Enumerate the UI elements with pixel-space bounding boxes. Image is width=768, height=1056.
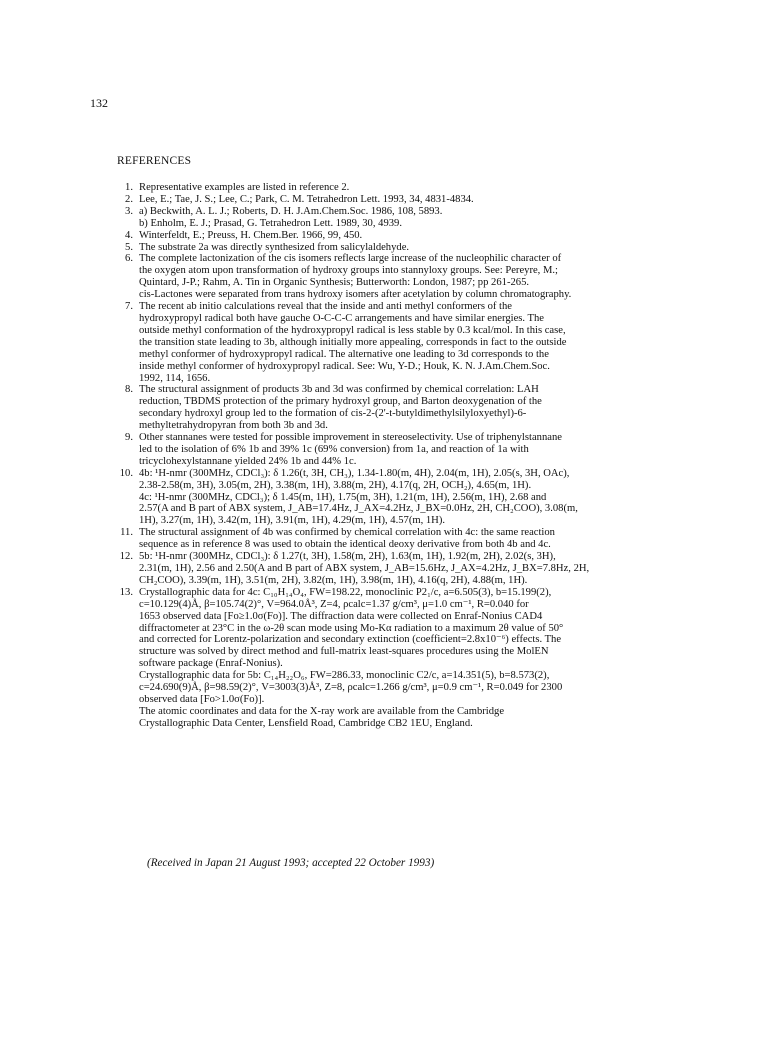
- references-heading: REFERENCES: [117, 155, 192, 167]
- reference-item: [117, 551, 677, 587]
- reference-item: [117, 194, 677, 206]
- reference-text: The complete lactonization of the cis isomers reflects large increase of the nucleophilic character of the oxygen atom upon transformation of hydroxy groups into stannyloxy groups. See: Pereyre, M.; Quintard, J-P.; Rahm, A. Tin in Organic Synthesis; Butterworth: London, 1987; pp 261-265. cis-Lactones were separated from trans hydroxy isomers after acetylation by column chromatography.: [139, 253, 572, 301]
- reference-item: [117, 301, 677, 384]
- reference-text: a) Beckwith, A. L. J.; Roberts, D. H. J.Am.Chem.Soc. 1986, 108, 5893. b) Enholm, E. J.; Prasad, G. Tetrahedron Lett. 1989, 30, 4939.: [139, 205, 443, 229]
- reference-number: 5.: [125, 241, 133, 253]
- reference-text: The structural assignment of products 3b and 3d was confirmed by chemical correlation: LAH reduction, TBDMS protection of the primary hydroxyl group, and Barton deoxygenation of the secondary hydroxyl group led to the formation of cis-2-(2'-t-butyldimethylsilyloxyethyl)-6- methyltetrahydropyran from both 3b and 3d.: [139, 384, 542, 432]
- reference-number: 13.: [119, 586, 133, 598]
- reference-number: 1.: [125, 182, 133, 193]
- reference-number: 3.: [125, 205, 133, 217]
- reference-number: 4.: [125, 229, 133, 241]
- reference-number: 11.: [120, 527, 133, 539]
- reference-number: 6.: [125, 253, 133, 265]
- reference-text: Other stannanes were tested for possible improvement in stereoselectivity. Use of triphenylstannane led to the isolation of 6% 1b and 39% 1c (69% conversion) from 1a, and reaction of 1a with tricyclohexylstannane yielded 24% 1b and 44% 1c.: [139, 432, 562, 467]
- reference-text: The recent ab initio calculations reveal that the inside and anti methyl conformers of the hydroxypropyl radical both have gauche O-C-C-C arrangements and have similar energies. The outside methyl conformation of the hydroxypropyl radical is less stable by 0.3 kcal/mol. In this case, the transition state leading to 3b, although initially more appealing, corresponds in fact to the outside methyl conformer of hydroxypropyl radical. The alternative one leading to 3d corresponds to the inside methyl conformer of hydroxypropyl radical. See: Wu, Y-D.; Houk, K. N. J.Am.Chem.Soc. 1992, 114, 1656.: [139, 301, 567, 384]
- reference-list: [117, 182, 677, 730]
- reference-text: 5b: ¹H-nmr (300MHz, CDCl₃): δ 1.27(t, 3H), 1.58(m, 2H), 1.63(m, 1H), 1.92(m, 2H), 2.02(s, 3H), 2.31(m, 1H), 2.56 and 2.50(A and B part of ABX system, J_AB=15.6Hz, J_AX=4.2Hz, J_BX=7.8Hz, 2H, CH₂COO), 3.39(m, 1H), 3.51(m, 2H), 3.82(m, 1H), 3.98(m, 1H), 4.16(q, 2H), 4.88(m, 1H).: [139, 551, 590, 586]
- reference-text: Lee, E.; Tae, J. S.; Lee, C.; Park, C. M. Tetrahedron Lett. 1993, 34, 4831-4834.: [139, 193, 474, 205]
- reference-text: 4b: ¹H-nmr (300MHz, CDCl₃): δ 1.26(t, 3H, CH₃), 1.34-1.80(m, 4H), 2.04(m, 1H), 2.05(s, 3H, OAc), 2.38-2.58(m, 3H), 3.05(m, 2H), 3.38(m, 1H), 3.88(m, 2H), 4.17(q, 2H, OCH₂), 4.65(m, 1H). 4c: ¹H-nmr (300MHz, CDCl₃); δ 1.45(m, 1H), 1.75(m, 3H), 1.21(m, 1H), 2.56(m, 1H), 2.68 and 2.57(A and B part of ABX system, J_AB=17.4Hz, J_AX=4.2Hz, J_BX=0.0Hz, 2H, CH₂COO), 3.08(m, 1H), 3.27(m, 1H), 3.42(m, 1H), 3.91(m, 1H), 4.29(m, 1H), 4.57(m, 1H).: [139, 467, 578, 527]
- reference-item: [117, 384, 677, 432]
- reference-text: Representative examples are listed in reference 2.: [139, 182, 350, 193]
- reference-item: [117, 432, 677, 468]
- received-note: (Received in Japan 21 August 1993; accepted 22 October 1993): [147, 857, 435, 869]
- reference-number: 10.: [119, 467, 133, 479]
- reference-number: 8.: [125, 384, 133, 396]
- reference-text: The substrate 2a was directly synthesized from salicylaldehyde.: [139, 241, 410, 253]
- reference-item: [117, 206, 677, 230]
- reference-item: [117, 468, 677, 528]
- reference-item: [117, 182, 677, 194]
- reference-text: Crystallographic data for 4c: C₁₀H₁₄O₄, FW=198.22, monoclinic P2₁/c, a=6.505(3), b=15.199(2), c=10.129(4)Å, β=105.74(2)°, V=964.0Å³, Z=4, ρcalc=1.37 g/cm³, μ=1.0 cm⁻¹, R=0.040 for 1653 observed data [Fo≥1.0σ(Fo)]. The diffraction data were collected on Enraf-Nonius CAD4 diffractometer at 23°C in the ω-2θ scan mode using Mo-Kα radiation to a maximum 2θ value of 50° and corrected for Lorentz-polarization and secondary extinction (coefficient=2.8x10⁻⁶) effects. The structure was solved by direct method and full-matrix least-squares procedures using the MolEN software package (Enraf-Nonius). Crystallographic data for 5b: C₁₄H₂₂O₆, FW=286.33, monoclinic C2/c, a=14.351(5), b=8.573(2), c=24.690(9)Å, β=98.59(2)°, V=3003(3)Å³, Z=8, ρcalc=1.266 g/cm³, μ=0.9 cm⁻¹, R=0.049 for 2300 observed data [Fo>1.0σ(Fo)]. The atomic coordinates and data for the X-ray work are available from the Cambridge Crystallographic Data Center, Lensfield Road, Cambridge CB2 1EU, England.: [139, 586, 564, 729]
- reference-text: Winterfeldt, E.; Preuss, H. Chem.Ber. 1966, 99, 450.: [139, 229, 363, 241]
- reference-item: [117, 242, 677, 254]
- reference-item: [117, 230, 677, 242]
- reference-text: The structural assignment of 4b was confirmed by chemical correlation with 4c: the same reaction sequence as in reference 8 was used to obtain the identical deoxy derivative from both 4b and 4c.: [139, 527, 555, 551]
- reference-number: 2.: [125, 193, 133, 205]
- reference-item: [117, 527, 677, 551]
- reference-number: 7.: [125, 301, 133, 313]
- reference-item: [117, 587, 677, 730]
- reference-item: [117, 253, 677, 301]
- reference-number: 12.: [119, 551, 133, 563]
- reference-number: 9.: [125, 432, 133, 444]
- page-number: 132: [90, 96, 108, 110]
